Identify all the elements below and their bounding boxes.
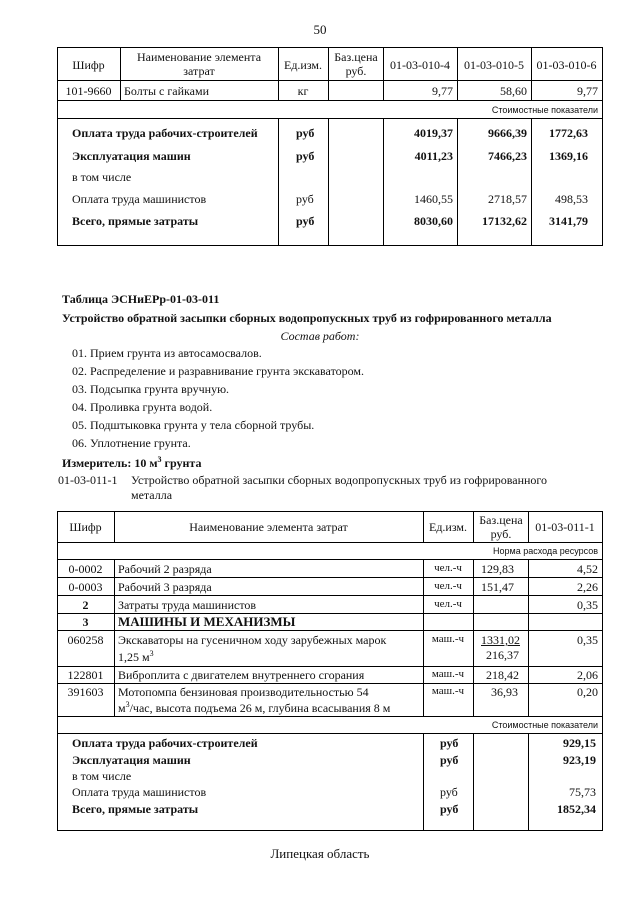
t1-cost-label: Стоимостные показатели [491,105,598,115]
t2-row-name: Экскаваторы на гусеничном ходу зарубежных марок [118,633,387,647]
list-item: 02. Распределение и разравнивание грунта экскаватором. [72,364,365,378]
t1-cost-v3: 1369,16 [549,149,588,163]
t1-row-code: 101-9660 [65,84,112,98]
t2-row-code: 122801 [67,668,104,682]
t2-row-price: 1331,02 [481,633,520,647]
t1-cost-v1: 4019,37 [414,126,453,140]
t2-machines-code: 3 [82,615,89,629]
t2-row-price: 218,42 [486,668,519,682]
t2-row-price: 36,93 [491,685,518,699]
t2-cost-name: Оплата труда машинистов [72,785,207,799]
t2-row-code: 391603 [67,685,104,699]
t2-header-name: Наименование элемента затрат [189,520,348,534]
t2-cost-unit: руб [440,736,459,750]
t2-row-code: 060258 [67,633,104,647]
t2-row-code: 0-0002 [68,562,103,576]
t2-row-unit: маш.-ч [431,685,465,697]
t1-cost-unit: руб [296,126,315,140]
t1-cost-v1: 8030,60 [414,214,453,228]
t2-cost-label: Стоимостные показатели [491,720,598,730]
t1-row-name: Болты с гайками [124,84,210,98]
t1-cost-unit: руб [296,192,314,206]
t1-row-v3: 9,77 [577,84,598,98]
t2-row-value: 4,52 [577,562,598,576]
t2-cost-value: 1852,34 [557,802,596,816]
t2-header-code: Шифр [69,520,102,534]
section-heading: Устройство обратной засыпки сборных водопропускных труб из гофрированного металла [62,311,552,325]
t2-row-value: 0,35 [577,598,598,612]
t2-cost-unit: руб [440,753,459,767]
page-number: 50 [313,22,327,37]
t1-cost-v1: 4011,23 [414,149,453,163]
t2-row-name-line2: 1,25 $м^3$ [118,649,154,664]
t2-cost-name: в том числе [72,769,132,783]
t1-cost-v2: 7466,23 [488,149,527,163]
t2-cost-unit: руб [440,802,459,816]
t1-cost-name: Оплата труда машинистов [72,192,207,206]
t2-cost-value: 923,19 [563,753,596,767]
t2-row-value: 2,26 [577,580,598,594]
t1-cost-unit: руб [296,149,315,163]
t2-row-unit: маш.-ч [431,633,465,645]
item-text-line2: металла [131,488,173,502]
t1-cost-v1: 1460,55 [414,192,453,206]
t1-cost-unit: руб [296,214,315,228]
list-item: 05. Подштыковка грунта у тела сборной трубы. [72,418,315,432]
t1-cost-name: в том числе [72,170,132,184]
t2-cost-value: 75,73 [569,785,596,799]
t2-row-code: 0-0003 [68,580,103,594]
t2-row-price: 129,83 [481,562,514,576]
list-item: 03. Подсыпка грунта вручную. [72,382,230,396]
t2-header-col1: 01-03-011-1 [535,520,595,534]
t1-header-code: Шифр [72,58,105,72]
t2-cost-name: Эксплуатация машин [72,753,191,767]
t2-cost-value: 929,15 [563,736,596,750]
t2-row-unit: маш.-ч [431,668,465,680]
t1-header-base-price: Баз.цена руб. [334,50,378,78]
t2-row-value: 0,20 [577,685,598,699]
t2-header-base-price: Баз.цена руб. [479,513,523,541]
t1-row-unit: кг [297,84,309,98]
t1-header-name: Наименование элемента затрат [136,50,262,78]
table-title: Таблица ЭСНиЕРр-01-03-011 [62,292,220,306]
t1-row-v2: 58,60 [500,84,527,98]
t2-machines-title: МАШИНЫ И МЕХАНИЗМЫ [118,614,296,629]
t2-row-name-line2: $м^3$/час, высота подъема 26 м, глубина всасывания 8 м [118,700,391,715]
t2-row-value: 2,06 [577,668,598,682]
t2-row-code: 2 [82,598,89,612]
meter-label: Измеритель: 10 $м^3$ грунта [62,455,202,470]
t2-cost-unit: руб [440,785,458,799]
item-code: 01-03-011-1 [58,473,118,487]
t1-cost-v3: 3141,79 [549,214,588,228]
t1-header-col2: 01-03-010-5 [464,58,524,72]
t2-row-name: Мотопомпа бензиновая производительностью 54 [118,685,369,699]
t1-header-col3: 01-03-010-6 [536,58,597,72]
composition-title: Состав работ: [280,329,360,343]
t1-header-unit: Ед.изм. [283,58,323,72]
list-item: 01. Прием грунта из автосамосвалов. [72,346,262,360]
t2-row-unit: чел.-ч [434,580,462,592]
t2-row-name: Затраты труда машинистов [118,598,257,612]
item-text-line1: Устройство обратной засыпки сборных водопропускных труб из гофрированного [131,473,548,487]
t2-row-price-secondary: 216,37 [486,648,519,662]
t2-row-value: 0,35 [577,633,598,647]
t2-row-name: Рабочий 3 разряда [118,580,212,594]
t2-cost-name: Оплата труда рабочих-строителей [72,736,258,750]
t1-cost-v2: 2718,57 [488,192,527,206]
t1-cost-name: Всего, прямые затраты [72,214,199,228]
t2-header-unit: Ед.изм. [428,520,468,534]
t2-row-unit: чел.-ч [434,598,462,610]
list-item: 04. Проливка грунта водой. [72,400,213,414]
t2-norm-label: Норма расхода ресурсов [493,546,598,556]
t1-header-col1: 01-03-010-4 [390,58,450,72]
t1-cost-v3: 1772,63 [549,126,588,140]
t1-row-v1: 9,77 [432,84,453,98]
list-item: 06. Уплотнение грунта. [72,436,191,450]
t1-cost-v2: 9666,39 [488,126,527,140]
t2-cost-name: Всего, прямые затраты [72,802,199,816]
footer-region: Липецкая область [270,846,370,861]
t1-cost-name: Оплата труда рабочих-строителей [72,126,258,140]
t2-row-name: Виброплита с двигателем внутреннего сгорания [118,668,365,682]
t1-cost-name: Эксплуатация машин [72,149,191,163]
t1-cost-v3: 498,53 [555,192,588,206]
t2-row-name: Рабочий 2 разряда [118,562,212,576]
t1-cost-v2: 17132,62 [482,214,527,228]
t2-row-unit: чел.-ч [434,562,462,574]
t2-row-price: 151,47 [481,580,514,594]
